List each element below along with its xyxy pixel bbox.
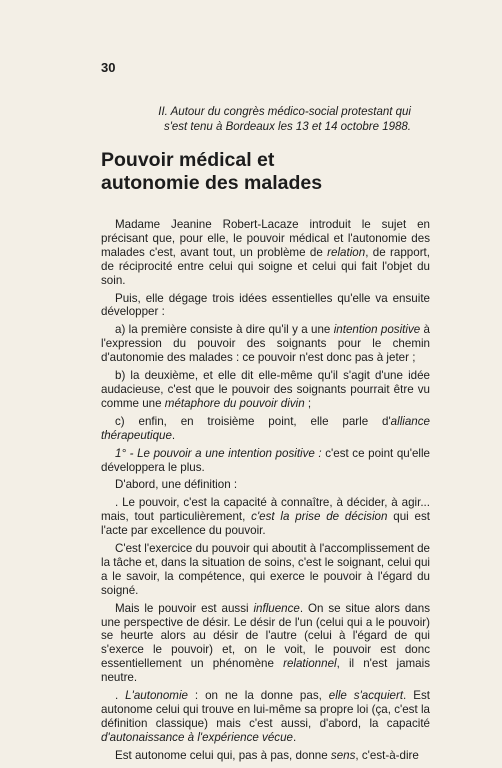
text-run: b) la deuxième, et elle dit elle-même qu'il s'agit d'une idée audacieuse, c'est que le pouvoir des soignants pourrait être vu comme une: [101, 369, 430, 410]
text-run: . On se situe alors dans une perspective de désir. Le désir de l'un (celui qui a le pouvoir) se heurte alors au désir de l'autre (celui à l'égard de qui s'exerce le pouvoir) et, on le voit, le pouvoir est donc essentiellement un phénomène: [101, 601, 430, 671]
subheading-line: s'est tenu à Bordeaux les 13 et 14 octobre 1988.: [163, 121, 411, 133]
text-run: .: [171, 428, 176, 442]
italic-run: métaphore du pouvoir divin: [164, 396, 305, 410]
paragraph: [101, 218, 430, 288]
text-run: à l'expression du pouvoir des soignants pour le chemin d'autonomie des malades : ce pouvoir n'est donc pas à jeter ;: [101, 323, 430, 365]
text-run: .: [293, 730, 297, 744]
text-run: . Est autonome celui qui trouve en lui-même sa propre loi (ça, c'est la définition classique) mais c'est aussi, d'abord, la capacité: [101, 689, 430, 730]
paragraph: [101, 749, 430, 763]
section-title: [101, 149, 401, 195]
text-run: D'abord, une définition :: [115, 478, 238, 492]
section-title-line: Pouvoir médical et: [101, 149, 275, 171]
italic-run: relationnel: [283, 657, 337, 671]
italic-run: L'autonomie: [125, 689, 188, 703]
paragraph: [101, 323, 430, 365]
text-run: .: [115, 689, 126, 703]
text-run: , de rapport, de réciprocité entre celui qui soigne et celui qui fait l'objet du soin.: [101, 245, 430, 287]
subheading-line: II. Autour du congrès médico-social protestant qui: [158, 106, 411, 118]
italic-run: relation: [327, 245, 366, 259]
text-run: Madame Jeanine Robert-Lacaze introduit le sujet en précisant que, pour elle, le pouvoir médical et l'autonomie des malades c'est, avant tout, un problème de: [101, 218, 430, 259]
paragraph: [101, 689, 430, 745]
page-number: 30: [101, 60, 116, 75]
paragraph: [101, 415, 430, 443]
italic-run: c'est la prise de décision: [251, 510, 388, 524]
text-run: Est autonome celui qui, pas à pas, donne: [115, 748, 331, 762]
text-run: : on ne la donne pas,: [187, 689, 329, 703]
text-run: , c'est-à-dire: [355, 748, 419, 762]
italic-run: sens: [330, 748, 356, 762]
text-run: , il n'est jamais neutre.: [101, 657, 430, 685]
text-run: c'est ce point qu'elle développera le plus.: [101, 446, 430, 474]
subheading: [101, 105, 411, 135]
paragraph: [101, 542, 430, 598]
italic-run: elle s'acquiert: [328, 689, 404, 703]
paragraph: [101, 478, 430, 492]
text-run: Mais le pouvoir est aussi: [115, 601, 254, 615]
paragraph: [101, 369, 430, 411]
paragraph: [101, 496, 430, 538]
text-run: a) la première consiste à dire qu'il y a une: [115, 323, 334, 337]
paragraph: [101, 292, 430, 320]
section-title-line: autonomie des malades: [101, 172, 323, 194]
text-run: Puis, elle dégage trois idées essentielles qu'elle va ensuite développer :: [101, 291, 430, 319]
italic-run: intention positive: [333, 323, 421, 337]
body-text: [101, 218, 430, 767]
paragraph: [101, 602, 430, 685]
text-run: C'est l'exercice du pouvoir qui aboutit à l'accomplissement de la tâche et, dans la situation de soins, c'est le soignant, celui qui a le savoir, la compétence, qui exerce le pouvoir à l'égard du soigné.: [101, 542, 430, 597]
paragraph: [101, 447, 430, 475]
text-run: c) enfin, en troisième point, elle parle d': [115, 414, 391, 428]
italic-run: 1° - Le pouvoir a une intention positive :: [115, 446, 322, 460]
text-run: qui est l'acte par excellence du pouvoir.: [101, 510, 430, 538]
italic-run: d'autonaissance à l'expérience vécue: [101, 730, 293, 744]
italic-run: influence: [253, 601, 300, 615]
text-run: . Le pouvoir, c'est la capacité à connaître, à décider, à agir... mais, tout particulièrement,: [101, 496, 430, 524]
italic-run: alliance thérapeutique: [101, 414, 430, 442]
text-run: ;: [304, 396, 312, 410]
